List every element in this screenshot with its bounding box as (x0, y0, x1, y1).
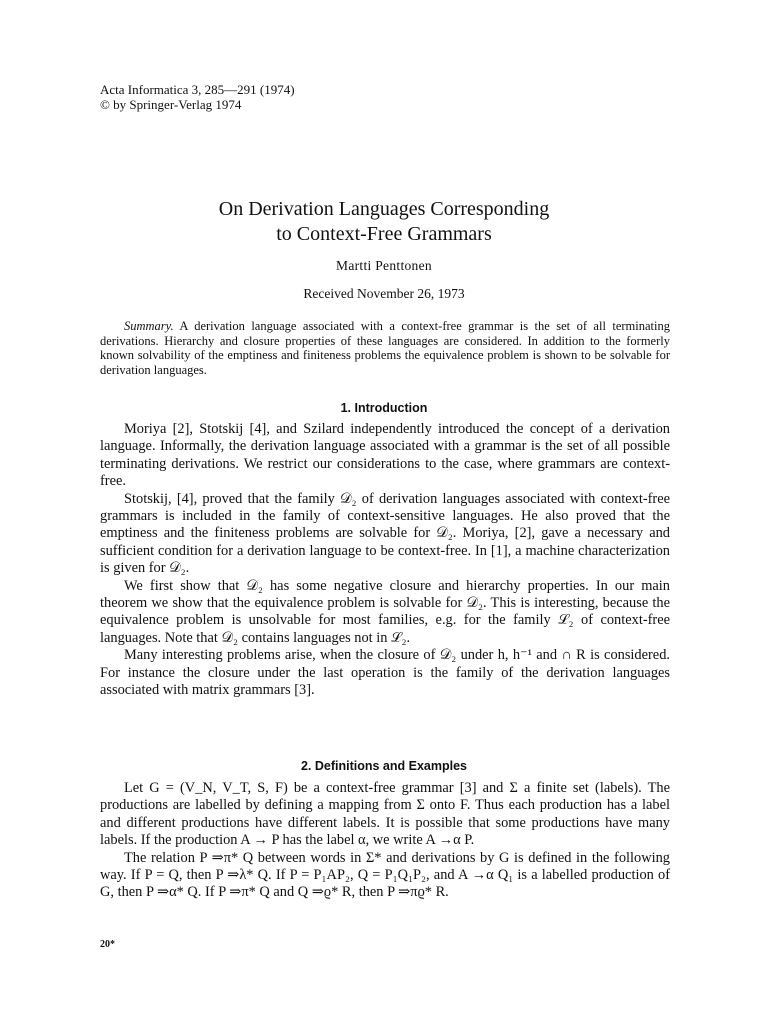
paper-title (0, 197, 768, 247)
intro-paragraph-1: Moriya [2], Stotskij [4], and Szilard independently introduced the concept of a derivation language. Informally, the derivation language associated with a grammar is the set of all possible terminating derivations. We restrict our considerations to the case, where grammars are context-free. (100, 421, 670, 490)
intro-paragraph-4: Many interesting problems arise, when the closure of 𝒟₂ under h, h⁻¹ and ∩ R is considered. For instance the closure under the last operation is the family of the derivation languages associated with matrix grammars [3]. (100, 647, 670, 699)
summary-text: A derivation language associated with a context-free grammar is the set of all terminating derivations. Hierarchy and closure properties of these languages are considered. In addition to the formerly known solvability of the emptiness and finiteness problems the equivalence problem is shown to be solvable for derivation languages. (100, 319, 670, 377)
page-footer-mark: 20* (100, 939, 115, 950)
received-date: Received November 26, 1973 (303, 286, 465, 301)
definitions-paragraph-1: Let G = (V_N, V_T, S, F) be a context-free grammar [3] and Σ a finite set (labels). The productions are labelled by defining a mapping from Σ onto F. Thus each production has a label and different productions have different labels. It is possible that some productions have many labels. If the production A → P has the label α, we write A →α P. (100, 780, 670, 849)
journal-header (100, 82, 295, 112)
definitions-paragraph-2: The relation P ⇒π* Q between words in Σ* and derivations by G is defined in the following way. If P = Q, then P ⇒λ* Q. If P = P₁AP₂, Q = P₁Q₁P₂, and A →α Q₁ is a labelled production of G, then P ⇒α* Q. If P ⇒π* Q and Q ⇒ϱ* R, then P ⇒πϱ* R. (100, 849, 670, 901)
summary-label: Summary. (124, 319, 174, 333)
author-name: Martti Penttonen (336, 258, 432, 273)
title-line-2: to Context-Free Grammars (276, 223, 492, 245)
journal-line: Acta Informatica 3, 285—291 (1974) (100, 82, 295, 97)
intro-paragraph-2: Stotskij, [4], proved that the family 𝒟₂ of derivation languages associated with context-free grammars is included in the family of context-sensitive languages. He also proved that the emptiness and the finiteness problems are solvable for 𝒟₂. Moriya, [2], gave a necessary and sufficient condition for a derivation language to be context-free. In [1], a machine characterization is given for 𝒟₂. (100, 490, 670, 577)
introduction-body (100, 421, 670, 700)
section-heading-introduction: 1. Introduction (340, 401, 428, 415)
title-line-1: On Derivation Languages Corresponding (218, 198, 550, 220)
intro-paragraph-3: We first show that 𝒟₂ has some negative closure and hierarchy properties. In our main theorem we show that the equivalence problem is solvable for 𝒟₂. This is interesting, because the equivalence problem is unsolvable for most families, e.g. for the family ℒ₂ of context-free languages. Note that 𝒟₂ contains languages not in ℒ₂. (100, 577, 670, 646)
section-heading-definitions: 2. Definitions and Examples (300, 759, 467, 773)
copyright-line: © by Springer-Verlag 1974 (100, 97, 242, 112)
definitions-body (100, 780, 670, 902)
summary-abstract (100, 319, 670, 377)
